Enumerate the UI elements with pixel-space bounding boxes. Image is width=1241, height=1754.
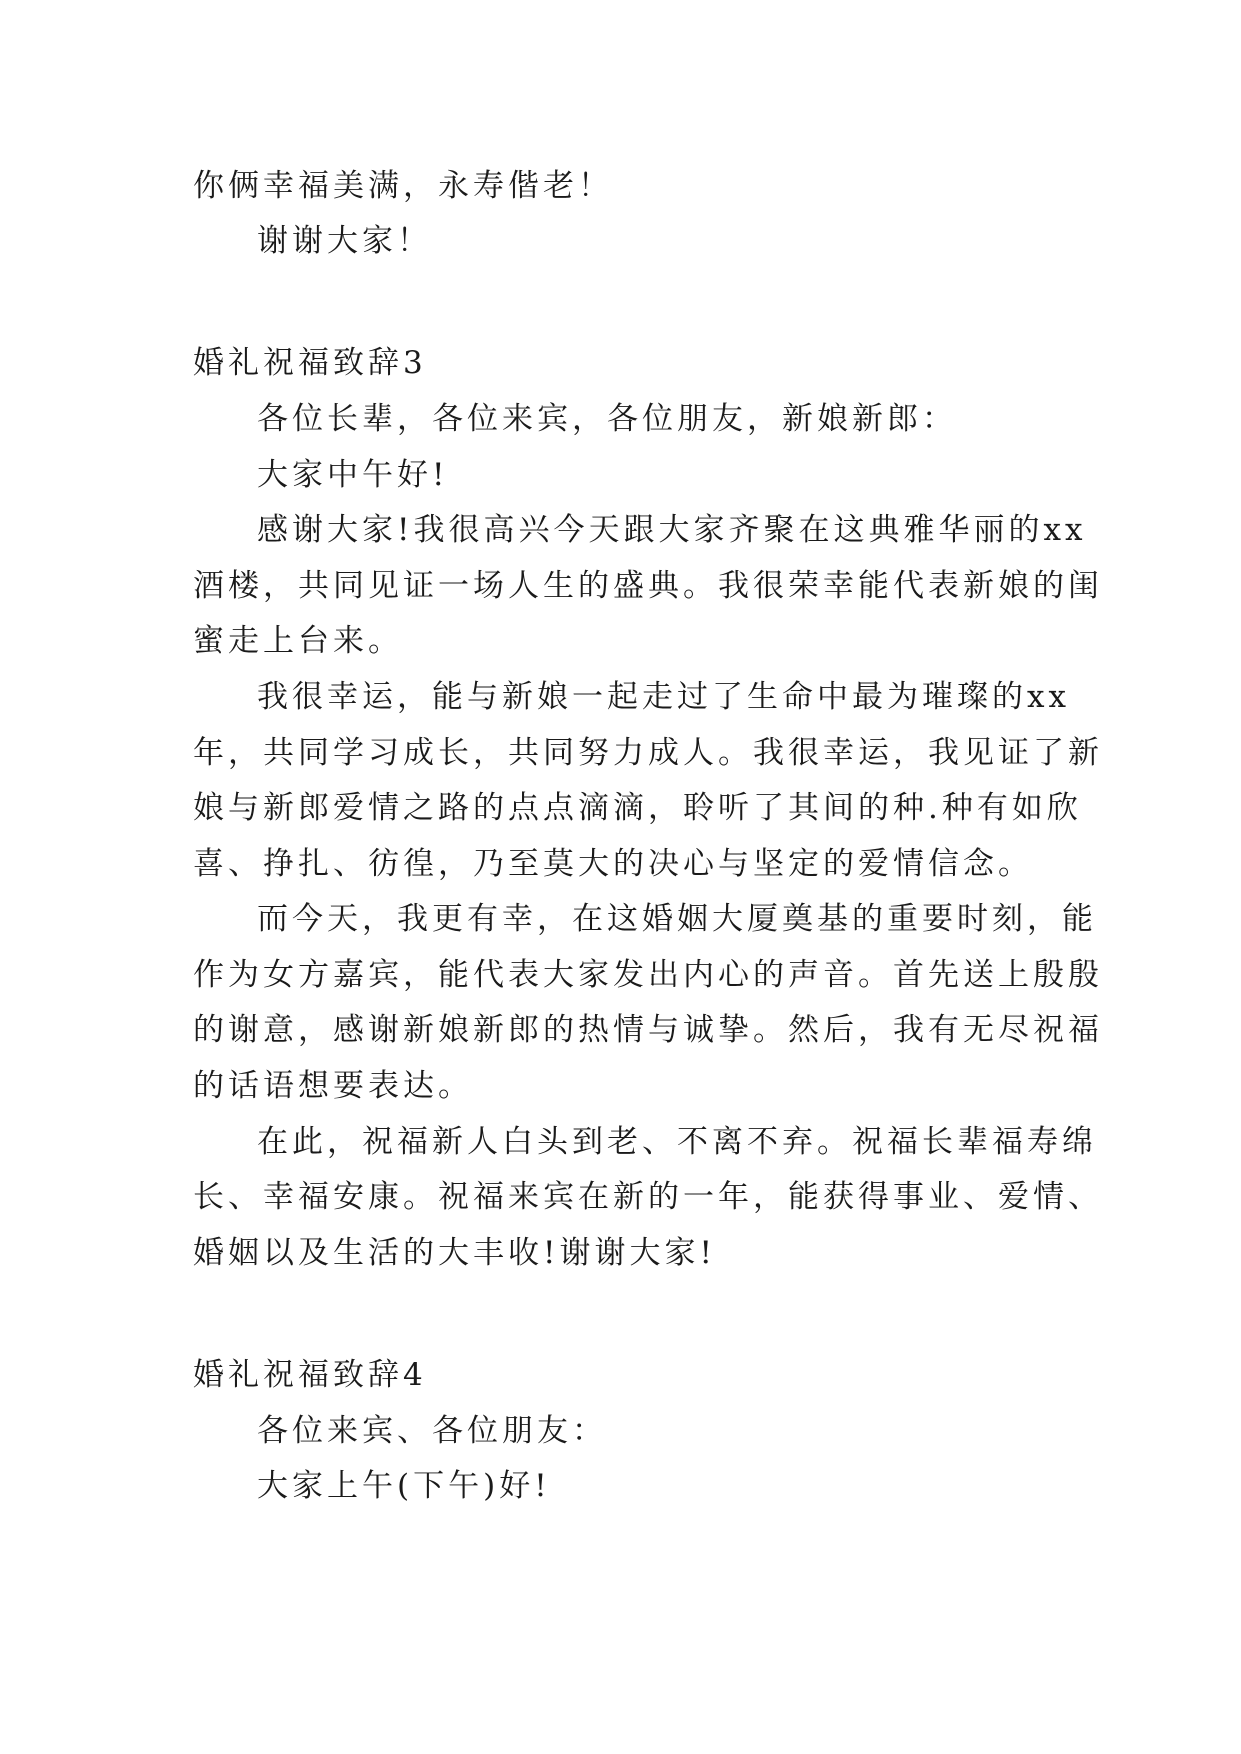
text-line: 你俩幸福美满，永寿偕老！ [193, 168, 613, 204]
text-line: 年，共同学习成长，共同努力成人。我很幸运，我见证了新 [193, 735, 1103, 771]
text-line: 在此，祝福新人白头到老、不离不弃。祝福长辈福寿绵 [257, 1124, 1097, 1160]
text-line: 谢谢大家！ [257, 223, 432, 259]
text-line: 长、幸福安康。祝福来宾在新的一年，能获得事业、爱情、 [193, 1179, 1103, 1215]
text-line: 酒楼，共同见证一场人生的盛典。我很荣幸能代表新娘的闺 [193, 568, 1103, 604]
text-line: 娘与新郎爱情之路的点点滴滴，聆听了其间的种.种有如欣 [193, 790, 1082, 826]
text-line: 而今天，我更有幸，在这婚姻大厦奠基的重要时刻，能 [257, 901, 1097, 937]
text-line: 的话语想要表达。 [193, 1068, 473, 1104]
text-line: 我很幸运，能与新娘一起走过了生命中最为璀璨的xx [257, 679, 1070, 715]
text-line: 蜜走上台来。 [193, 623, 403, 659]
text-line: 喜、挣扎、彷徨，乃至莫大的决心与坚定的爱情信念。 [193, 846, 1033, 882]
salutation: 各位长辈，各位来宾，各位朋友，新娘新郎： [257, 401, 957, 437]
greeting: 大家中午好! [257, 457, 449, 493]
text-line: 的谢意，感谢新娘新郎的热情与诚挚。然后，我有无尽祝福 [193, 1012, 1103, 1048]
section-heading: 婚礼祝福致辞3 [193, 345, 427, 381]
section-heading: 婚礼祝福致辞4 [193, 1357, 427, 1393]
text-line: 感谢大家!我很高兴今天跟大家齐聚在这典雅华丽的xx [257, 512, 1087, 548]
greeting: 大家上午(下午)好! [257, 1468, 551, 1504]
text-line: 作为女方嘉宾，能代表大家发出内心的声音。首先送上殷殷 [193, 957, 1103, 993]
salutation: 各位来宾、各位朋友： [257, 1413, 607, 1449]
text-line: 婚姻以及生活的大丰收!谢谢大家! [193, 1235, 716, 1271]
